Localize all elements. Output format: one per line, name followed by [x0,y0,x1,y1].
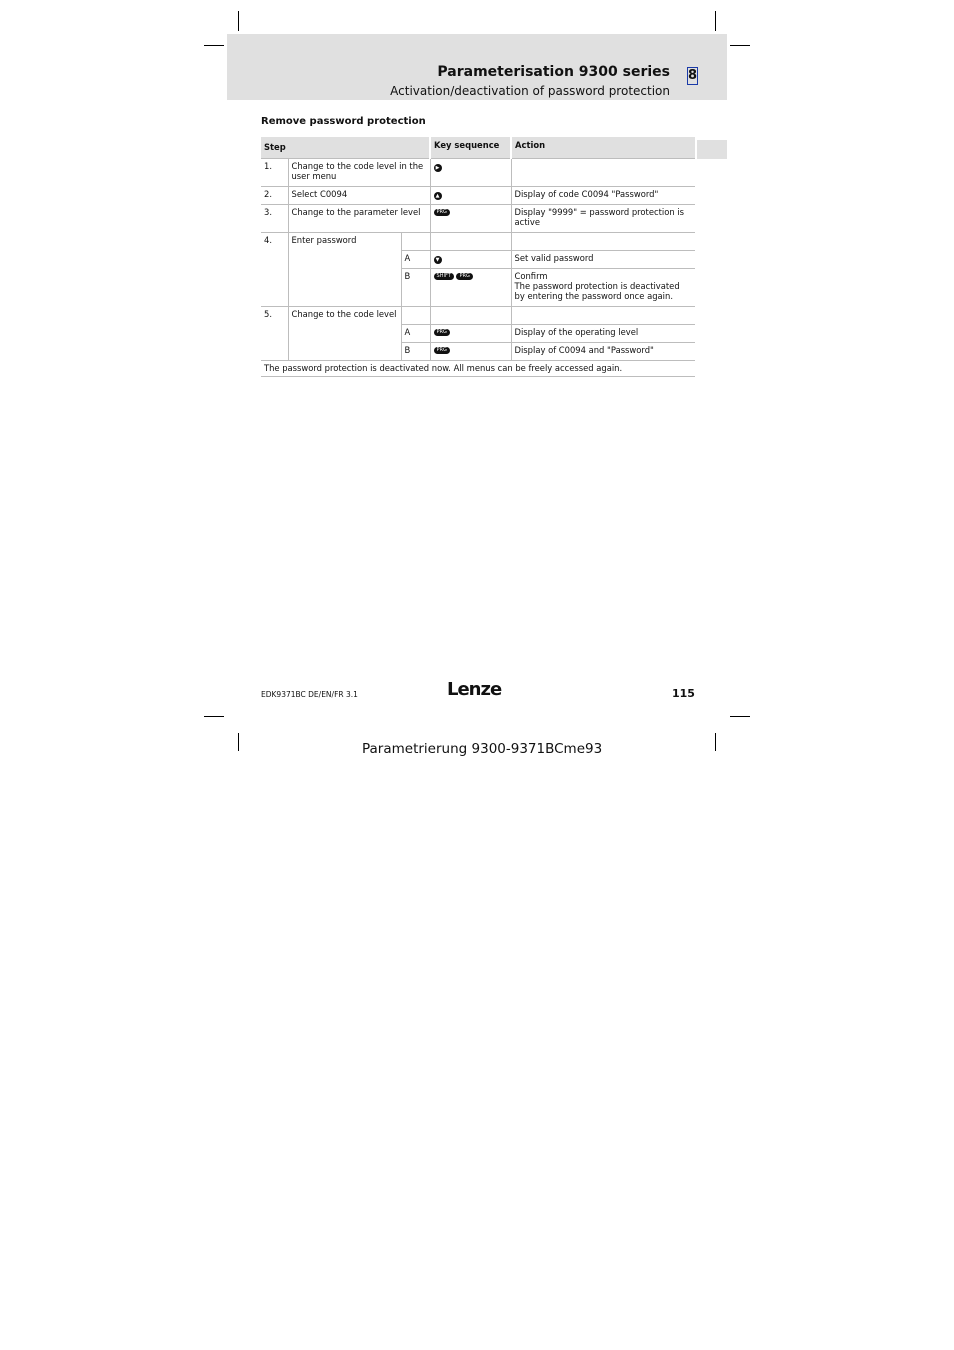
key-sequence [430,325,511,343]
document-id: EDK9371BC DE/EN/FR 3.1 [261,690,358,699]
header-action: Action [511,137,695,159]
prg-key-icon: PRG [434,209,450,216]
table-row [261,187,695,205]
action-text: Display "9999" = password protection is active [511,205,695,233]
key-sequence [430,187,511,205]
key-sequence [430,205,511,233]
action-confirm: Confirm [514,271,548,281]
step-text: Enter password [288,233,401,307]
table-row [261,159,695,187]
key-sequence [430,307,511,325]
crop-mark [238,733,239,751]
crop-mark [730,716,750,717]
key-sequence [430,343,511,361]
crop-mark [730,45,750,46]
sub-step: A [401,325,430,343]
procedure-table [261,137,695,377]
action-text [511,307,695,325]
sub-step [401,233,430,251]
crop-mark [238,11,239,31]
action-text: Set valid password [511,251,695,269]
table-row [261,205,695,233]
lenze-logo: Lenze [447,679,502,700]
section-title: Remove password protection [261,116,426,127]
up-arrow-key-icon: ▲ [434,192,442,200]
action-text: Display of the operating level [511,325,695,343]
crop-mark [715,733,716,751]
key-sequence [430,233,511,251]
sub-step: B [401,343,430,361]
step-number: 2. [261,187,288,205]
step-text: Change to the code level in the user menu [288,159,430,187]
crop-mark [204,45,224,46]
sub-step: B [401,269,430,307]
action-text: Display of code C0094 "Password" [511,187,695,205]
prg-key-icon: PRG [456,273,472,280]
action-text [511,233,695,251]
step-number: 5. [261,307,288,361]
page-number: 115 [672,687,695,700]
key-sequence [430,251,511,269]
step-number: 4. [261,233,288,307]
prg-key-icon: PRG [434,347,450,354]
sub-step: A [401,251,430,269]
chapter-badge: 8 [688,68,698,83]
footer-note: The password protection is deactivated now. All menus can be freely accessed again. [261,361,695,377]
key-sequence [430,159,511,187]
chapter-tab [697,140,727,159]
step-text: Change to the parameter level [288,205,430,233]
right-arrow-key-icon: ▶ [434,164,442,172]
action-text [511,269,695,307]
step-number: 3. [261,205,288,233]
table-row [261,233,695,251]
page-caption: Parametrierung 9300-9371BCme93 [362,741,603,757]
table-footer-row [261,361,695,377]
table-header-row [261,137,695,159]
crop-mark [204,716,224,717]
header-keys: Key sequence [430,137,511,159]
step-text: Select C0094 [288,187,430,205]
sub-step [401,307,430,325]
prg-key-icon: PRG [434,329,450,336]
step-text: Change to the code level [288,307,401,361]
action-note: The password protection is deactivated by entering the password once again. [514,281,680,301]
down-arrow-key-icon: ▼ [434,256,442,264]
shift-key-icon: SHIFT [434,273,454,280]
step-number: 1. [261,159,288,187]
crop-mark [715,11,716,31]
action-text [511,159,695,187]
page-subtitle: Activation/deactivation of password protection [390,84,670,98]
page-title: Parameterisation 9300 series [437,64,670,80]
action-text: Display of C0094 and "Password" [511,343,695,361]
header-step: Step [261,137,430,159]
table-row [261,307,695,325]
key-sequence [430,269,511,307]
